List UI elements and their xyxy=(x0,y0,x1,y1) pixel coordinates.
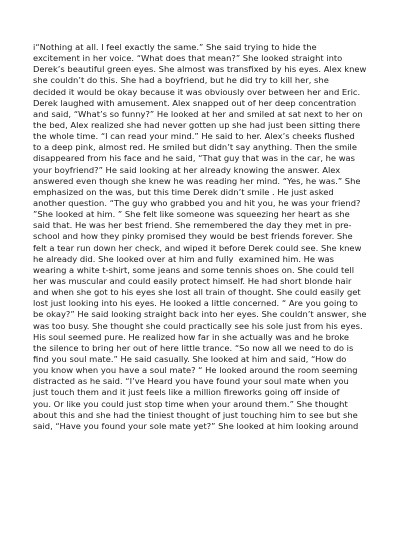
text-line: the bed, Alex realized she had never gotten up she had just been sitting there xyxy=(33,119,361,130)
text-line: and said, “What’s so funny?” He looked at her and smiled at sat next to her on xyxy=(33,108,363,119)
text-line: distracted as he said. “I’ve Heard you have found your soul mate when you xyxy=(33,376,349,387)
text-line: said, “Have you found your sole mate yet?” She looked at him looking around xyxy=(33,420,359,431)
text-line: she couldn’t do this. She had a boyfriend, but he did try to kill her, she xyxy=(33,75,329,86)
text-line: was too busy. She thought she could practically see his sole just from his eyes. xyxy=(33,320,363,331)
text-line: lost just looking into his eyes. He looked a little concerned. “ Are you going to xyxy=(33,298,358,309)
text-line: Derek laughed with amusement. Alex snapped out of her deep concentration xyxy=(33,97,357,108)
text-line: decided it would be okay because it was obviously over between her and Eric. xyxy=(33,86,361,97)
text-line: disappeared from his face and he said, “That guy that was in the car, he was xyxy=(33,153,355,164)
text-line: about this and she had the tiniest thought of just touching him to see but she xyxy=(33,409,358,420)
text-line: you know when you have a soul mate? “ He looked around the room seeming xyxy=(33,365,358,376)
text-line: Derek’s beautiful green eyes. She almost was transfixed by his eyes. Alex knew xyxy=(33,64,367,75)
text-line: be okay?” He said looking straight back into her eyes. She couldn’t answer, she xyxy=(33,309,367,320)
text-line: the whole time. “I can read your mind.” He said to her. Alex’s cheeks flushed xyxy=(33,131,355,142)
text-line: i“Nothing at all. I feel exactly the same.” She said trying to hide the xyxy=(33,42,317,52)
text-line: wearing a white t-shirt, some jeans and some tennis shoes on. She could tell xyxy=(33,264,355,275)
text-line: the silence to bring her out of here little trance. “So now all we need to do is xyxy=(33,342,354,353)
text-line: ”She looked at him. ” She felt like someone was squeezing her heart as she xyxy=(33,209,350,220)
text-line: your boyfriend?” He said looking at her already knowing the answer. Alex xyxy=(33,164,341,175)
text-line: felt a tear run down her check, and wiped it before Derek could see. She knew xyxy=(33,242,362,253)
text-line: you. Or like you could just stop time when your around them.” She thought xyxy=(33,398,348,409)
text-line: her was muscular and could easily protect himself. He had short blonde hair xyxy=(33,275,352,286)
text-line: answered even though she knew he was reading her mind. “Yes, he was.” She xyxy=(33,175,361,186)
text-line: find you soul mate.” He said casually. She looked at him and said, “How do xyxy=(33,353,347,364)
text-line: just touch them and it just feels like a million fireworks going off inside of xyxy=(33,387,340,398)
text-line: His soul seemed pure. He realized how far in she actually was and he broke xyxy=(33,331,350,342)
text-line: and when she got to his eyes she lost all train of thought. She could easily get xyxy=(33,287,361,298)
text-line: emphasized on the was, but this time Derek didn’t smile . He just asked xyxy=(33,186,334,197)
text-line: he already did. She looked over at him and fully examined him. He was xyxy=(33,253,334,264)
story-text xyxy=(33,42,397,432)
text-line: school and how they pinky promised they would be best friends forever. She xyxy=(33,231,353,242)
text-line: said that. He was her best friend. She remembered the day they met in pre- xyxy=(33,220,352,231)
text-line: to a deep pink, almost red. He smiled but didn’t say anything. Then the smile xyxy=(33,142,358,153)
text-line: another question. “The guy who grabbed you and hit you, he was your friend? xyxy=(33,197,361,208)
text-line: excitement in her voice. “What does that mean?” She looked straight into xyxy=(33,53,343,64)
